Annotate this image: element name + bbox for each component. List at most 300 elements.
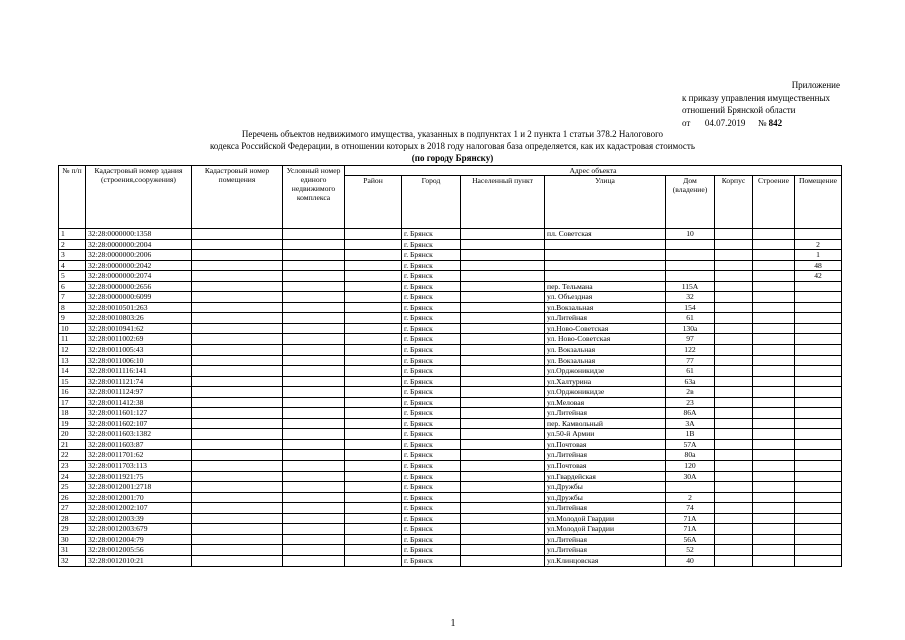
title-line-2: кодекса Российской Федерации, в отношении которых в 2018 году налоговая база определяется, как их кадастровая стоимость	[210, 141, 695, 151]
cell-cadastral-building: 32:28:0011116:141	[86, 366, 192, 377]
cell-stroenie	[753, 408, 795, 419]
cell-cadastral-room	[192, 366, 283, 377]
cell-cadastral-building: 32:28:0011006:10	[86, 355, 192, 366]
cell-complex	[283, 250, 345, 261]
table-row	[59, 524, 842, 535]
cell-house: 1В	[666, 429, 715, 440]
cell-district	[345, 250, 402, 261]
cell-house: 56А	[666, 534, 715, 545]
cell-street: пер. Камвольный	[545, 418, 666, 429]
cell-korpus	[715, 323, 753, 334]
cell-korpus	[715, 271, 753, 282]
cell-cadastral-room	[192, 281, 283, 292]
cell-pomeshenie	[795, 323, 842, 334]
title-line-1: Перечень объектов недвижимого имущества, указанных в подпунктах 1 и 2 пункта 1 статьи 378.2 Налогового	[241, 129, 664, 139]
cell-korpus	[715, 408, 753, 419]
cell-district	[345, 387, 402, 398]
cell-korpus	[715, 482, 753, 493]
cell-house: 71А	[666, 524, 715, 535]
cell-korpus	[715, 260, 753, 271]
cell-num: 27	[59, 503, 86, 514]
cell-korpus	[715, 450, 753, 461]
cell-city: г. Брянск	[402, 271, 461, 282]
cell-cadastral-room	[192, 534, 283, 545]
from-label: от	[682, 117, 691, 128]
cell-cadastral-building: 32:28:0000000:2004	[86, 239, 192, 250]
cell-stroenie	[753, 345, 795, 356]
cell-cadastral-building: 32:28:0011412:38	[86, 397, 192, 408]
cell-korpus	[715, 471, 753, 482]
cell-cadastral-room	[192, 450, 283, 461]
cell-stroenie	[753, 418, 795, 429]
table-row	[59, 229, 842, 240]
cell-street: ул.Литейная	[545, 408, 666, 419]
cell-pomeshenie	[795, 387, 842, 398]
cell-complex	[283, 534, 345, 545]
cell-cadastral-building: 32:28:0011121:74	[86, 376, 192, 387]
cell-num: 1	[59, 229, 86, 240]
cell-city: г. Брянск	[402, 376, 461, 387]
cell-pomeshenie	[795, 229, 842, 240]
cell-num: 12	[59, 345, 86, 356]
table-row	[59, 239, 842, 250]
table-row	[59, 503, 842, 514]
table-row	[59, 439, 842, 450]
cell-stroenie	[753, 302, 795, 313]
cell-house: 86А	[666, 408, 715, 419]
cell-district	[345, 461, 402, 472]
cell-num: 21	[59, 439, 86, 450]
table-row	[59, 355, 842, 366]
cell-complex	[283, 545, 345, 556]
cell-pomeshenie	[795, 397, 842, 408]
cell-house: 32	[666, 292, 715, 303]
cell-num: 5	[59, 271, 86, 282]
cell-house	[666, 260, 715, 271]
cell-cadastral-building: 32:28:0011701:62	[86, 450, 192, 461]
cell-stroenie	[753, 450, 795, 461]
cell-num: 16	[59, 387, 86, 398]
table-row	[59, 260, 842, 271]
cell-street: ул.Ново-Советская	[545, 323, 666, 334]
cell-city: г. Брянск	[402, 418, 461, 429]
cell-num: 4	[59, 260, 86, 271]
cell-pomeshenie	[795, 345, 842, 356]
cell-house: 74	[666, 503, 715, 514]
cell-num: 20	[59, 429, 86, 440]
cell-cadastral-building: 32:28:0012003:39	[86, 513, 192, 524]
appendix-title: Приложение	[791, 80, 840, 90]
cell-korpus	[715, 429, 753, 440]
document-title	[100, 128, 805, 164]
cell-stroenie	[753, 281, 795, 292]
cell-complex	[283, 492, 345, 503]
cell-cadastral-room	[192, 376, 283, 387]
cell-cadastral-room	[192, 555, 283, 566]
cell-city: г. Брянск	[402, 439, 461, 450]
table-row	[59, 323, 842, 334]
cell-cadastral-room	[192, 418, 283, 429]
cell-street: ул.Халтурина	[545, 376, 666, 387]
cell-pomeshenie: 48	[795, 260, 842, 271]
cell-street: ул.50-й Армии	[545, 429, 666, 440]
cell-num: 23	[59, 461, 86, 472]
cell-district	[345, 450, 402, 461]
cell-pomeshenie	[795, 545, 842, 556]
cell-cadastral-building: 32:28:0000000:1358	[86, 229, 192, 240]
cell-settlement	[461, 334, 545, 345]
cell-district	[345, 376, 402, 387]
cell-house: 115А	[666, 281, 715, 292]
cell-city: г. Брянск	[402, 513, 461, 524]
cell-complex	[283, 313, 345, 324]
cell-cadastral-room	[192, 250, 283, 261]
cell-street: ул. Вокзальная	[545, 355, 666, 366]
table-row	[59, 376, 842, 387]
cell-house: 23	[666, 397, 715, 408]
cell-district	[345, 545, 402, 556]
cell-complex	[283, 323, 345, 334]
cell-settlement	[461, 545, 545, 556]
cell-district	[345, 271, 402, 282]
cell-settlement	[461, 313, 545, 324]
cell-complex	[283, 271, 345, 282]
cell-district	[345, 492, 402, 503]
cell-stroenie	[753, 260, 795, 271]
cell-settlement	[461, 450, 545, 461]
cell-settlement	[461, 345, 545, 356]
cell-city: г. Брянск	[402, 323, 461, 334]
cell-city: г. Брянск	[402, 471, 461, 482]
cell-house: 80а	[666, 450, 715, 461]
cell-stroenie	[753, 355, 795, 366]
cell-cadastral-room	[192, 524, 283, 535]
cell-settlement	[461, 281, 545, 292]
cell-cadastral-building: 32:28:0011603:1382	[86, 429, 192, 440]
cell-pomeshenie	[795, 524, 842, 535]
table-row	[59, 418, 842, 429]
cell-pomeshenie	[795, 555, 842, 566]
cell-cadastral-room	[192, 482, 283, 493]
cell-settlement	[461, 492, 545, 503]
header-house: Дом (владение)	[666, 176, 715, 229]
cell-street: ул.Орджоникидзе	[545, 366, 666, 377]
cell-district	[345, 302, 402, 313]
cell-complex	[283, 366, 345, 377]
cell-settlement	[461, 397, 545, 408]
table-row	[59, 397, 842, 408]
header-num: № п/п	[59, 166, 86, 229]
cell-korpus	[715, 239, 753, 250]
cell-house	[666, 250, 715, 261]
cell-cadastral-room	[192, 513, 283, 524]
appendix-department-line: отношений Брянской области	[682, 105, 796, 115]
cell-house	[666, 482, 715, 493]
cell-stroenie	[753, 387, 795, 398]
cell-pomeshenie	[795, 513, 842, 524]
cell-pomeshenie	[795, 503, 842, 514]
cell-street: ул.Вокзальная	[545, 302, 666, 313]
cell-pomeshenie	[795, 292, 842, 303]
cell-korpus	[715, 281, 753, 292]
cell-pomeshenie	[795, 281, 842, 292]
cell-cadastral-room	[192, 503, 283, 514]
cell-district	[345, 334, 402, 345]
cell-district	[345, 513, 402, 524]
cell-num: 31	[59, 545, 86, 556]
cell-complex	[283, 429, 345, 440]
cell-cadastral-room	[192, 345, 283, 356]
cell-num: 24	[59, 471, 86, 482]
cell-complex	[283, 281, 345, 292]
cell-cadastral-building: 32:28:0000000:2656	[86, 281, 192, 292]
cell-district	[345, 397, 402, 408]
cell-num: 17	[59, 397, 86, 408]
table-row	[59, 513, 842, 524]
table-row	[59, 366, 842, 377]
cell-stroenie	[753, 471, 795, 482]
table-row	[59, 492, 842, 503]
cell-house: 2	[666, 492, 715, 503]
cell-city: г. Брянск	[402, 492, 461, 503]
cell-stroenie	[753, 239, 795, 250]
cell-settlement	[461, 482, 545, 493]
cell-korpus	[715, 461, 753, 472]
header-stroenie: Строение	[753, 176, 795, 229]
cell-pomeshenie	[795, 302, 842, 313]
cell-city: г. Брянск	[402, 313, 461, 324]
cell-settlement	[461, 355, 545, 366]
cell-cadastral-building: 32:28:0000000:2006	[86, 250, 192, 261]
cell-pomeshenie	[795, 418, 842, 429]
cell-complex	[283, 229, 345, 240]
cell-num: 25	[59, 482, 86, 493]
cell-num: 6	[59, 281, 86, 292]
cell-cadastral-building: 32:28:0000000:6099	[86, 292, 192, 303]
cell-pomeshenie	[795, 408, 842, 419]
table-row	[59, 313, 842, 324]
cell-korpus	[715, 387, 753, 398]
cell-cadastral-building: 32:28:0011921:75	[86, 471, 192, 482]
cell-street: пер. Тельмана	[545, 281, 666, 292]
cell-street: ул.Литейная	[545, 534, 666, 545]
table-body	[59, 229, 842, 567]
header-address: Адрес объекта	[345, 166, 842, 176]
cell-street: ул.Дружбы	[545, 492, 666, 503]
cell-stroenie	[753, 292, 795, 303]
cell-settlement	[461, 387, 545, 398]
cell-settlement	[461, 471, 545, 482]
cell-complex	[283, 471, 345, 482]
cell-street: ул.Литейная	[545, 545, 666, 556]
cell-complex	[283, 387, 345, 398]
cell-pomeshenie	[795, 492, 842, 503]
cell-district	[345, 439, 402, 450]
cell-num: 30	[59, 534, 86, 545]
cell-num: 10	[59, 323, 86, 334]
cell-settlement	[461, 239, 545, 250]
cell-settlement	[461, 260, 545, 271]
table-row	[59, 534, 842, 545]
cell-pomeshenie: 42	[795, 271, 842, 282]
cell-num: 15	[59, 376, 86, 387]
cell-stroenie	[753, 439, 795, 450]
table-row	[59, 345, 842, 356]
cell-pomeshenie	[795, 450, 842, 461]
cell-korpus	[715, 545, 753, 556]
cell-stroenie	[753, 366, 795, 377]
cell-pomeshenie	[795, 482, 842, 493]
cell-district	[345, 281, 402, 292]
cell-num: 14	[59, 366, 86, 377]
cell-stroenie	[753, 271, 795, 282]
cell-cadastral-building: 32:28:0000000:2074	[86, 271, 192, 282]
table-row	[59, 250, 842, 261]
cell-complex	[283, 334, 345, 345]
header-room: Кадастровый номер помещения	[192, 166, 283, 229]
cell-complex	[283, 503, 345, 514]
order-date: 04.07.2019	[704, 117, 746, 128]
cell-complex	[283, 513, 345, 524]
header-building: Кадастровый номер здания (строения,сооружения)	[86, 166, 192, 229]
cell-settlement	[461, 418, 545, 429]
cell-district	[345, 313, 402, 324]
cell-pomeshenie	[795, 376, 842, 387]
cell-complex	[283, 239, 345, 250]
cell-cadastral-building: 32:28:0010803:26	[86, 313, 192, 324]
cell-settlement	[461, 461, 545, 472]
cell-cadastral-building: 32:28:0010941:62	[86, 323, 192, 334]
cell-house: 97	[666, 334, 715, 345]
cell-num: 13	[59, 355, 86, 366]
cell-complex	[283, 292, 345, 303]
cell-cadastral-room	[192, 313, 283, 324]
cell-cadastral-room	[192, 302, 283, 313]
cell-district	[345, 524, 402, 535]
cell-cadastral-building: 32:28:0011602:107	[86, 418, 192, 429]
cell-district	[345, 260, 402, 271]
cell-settlement	[461, 439, 545, 450]
cell-city: г. Брянск	[402, 260, 461, 271]
cell-complex	[283, 418, 345, 429]
table-row	[59, 482, 842, 493]
cell-street	[545, 271, 666, 282]
cell-num: 9	[59, 313, 86, 324]
table-row	[59, 408, 842, 419]
cell-district	[345, 429, 402, 440]
cell-pomeshenie	[795, 439, 842, 450]
cell-house: 122	[666, 345, 715, 356]
cell-cadastral-room	[192, 545, 283, 556]
cell-settlement	[461, 250, 545, 261]
page-number: 1	[450, 618, 456, 629]
cell-district	[345, 503, 402, 514]
cell-cadastral-building: 32:28:0011002:69	[86, 334, 192, 345]
cell-settlement	[461, 229, 545, 240]
cell-cadastral-room	[192, 429, 283, 440]
cell-street: ул.Орджоникидзе	[545, 387, 666, 398]
cell-street: ул. Ново-Советская	[545, 334, 666, 345]
cell-house: 61	[666, 366, 715, 377]
cell-house: 61	[666, 313, 715, 324]
cell-korpus	[715, 534, 753, 545]
cell-street	[545, 239, 666, 250]
cell-pomeshenie	[795, 313, 842, 324]
cell-city: г. Брянск	[402, 461, 461, 472]
cell-city: г. Брянск	[402, 366, 461, 377]
cell-settlement	[461, 271, 545, 282]
cell-korpus	[715, 355, 753, 366]
cell-complex	[283, 376, 345, 387]
cell-city: г. Брянск	[402, 534, 461, 545]
cell-city: г. Брянск	[402, 292, 461, 303]
cell-district	[345, 408, 402, 419]
cell-house: 57А	[666, 439, 715, 450]
cell-stroenie	[753, 555, 795, 566]
table-row	[59, 334, 842, 345]
header-city: Город	[402, 176, 461, 229]
cell-district	[345, 534, 402, 545]
cell-korpus	[715, 503, 753, 514]
cell-street: ул.Литейная	[545, 313, 666, 324]
cell-district	[345, 229, 402, 240]
cell-settlement	[461, 429, 545, 440]
cell-cadastral-room	[192, 355, 283, 366]
cell-city: г. Брянск	[402, 429, 461, 440]
cell-cadastral-building: 32:28:0011603:87	[86, 439, 192, 450]
cell-street	[545, 250, 666, 261]
cell-cadastral-room	[192, 323, 283, 334]
cell-stroenie	[753, 503, 795, 514]
cell-pomeshenie	[795, 366, 842, 377]
cell-pomeshenie: 2	[795, 239, 842, 250]
cell-street: ул.Почтовая	[545, 461, 666, 472]
cell-city: г. Брянск	[402, 387, 461, 398]
cell-cadastral-building: 32:28:0012002:107	[86, 503, 192, 514]
cell-street: ул. Объездная	[545, 292, 666, 303]
cell-pomeshenie	[795, 334, 842, 345]
cell-pomeshenie	[795, 355, 842, 366]
cell-complex	[283, 408, 345, 419]
cell-house: 120	[666, 461, 715, 472]
cell-street: ул.Гвардейская	[545, 471, 666, 482]
cell-complex	[283, 482, 345, 493]
cell-stroenie	[753, 482, 795, 493]
cell-complex	[283, 524, 345, 535]
cell-num: 29	[59, 524, 86, 535]
cell-cadastral-room	[192, 260, 283, 271]
table-row	[59, 271, 842, 282]
cell-num: 32	[59, 555, 86, 566]
cell-city: г. Брянск	[402, 503, 461, 514]
cell-street: ул.Клинцовская	[545, 555, 666, 566]
cell-cadastral-room	[192, 387, 283, 398]
cell-house: 2в	[666, 387, 715, 398]
table-row	[59, 429, 842, 440]
header-settlement: Населенный пункт	[461, 176, 545, 229]
cell-korpus	[715, 376, 753, 387]
cell-cadastral-room	[192, 471, 283, 482]
cell-city: г. Брянск	[402, 408, 461, 419]
cell-cadastral-building: 32:28:0012001:2718	[86, 482, 192, 493]
cell-korpus	[715, 492, 753, 503]
cell-korpus	[715, 334, 753, 345]
cell-cadastral-building: 32:28:0011601:127	[86, 408, 192, 419]
cell-num: 8	[59, 302, 86, 313]
cell-house: 40	[666, 555, 715, 566]
cell-stroenie	[753, 250, 795, 261]
cell-district	[345, 471, 402, 482]
